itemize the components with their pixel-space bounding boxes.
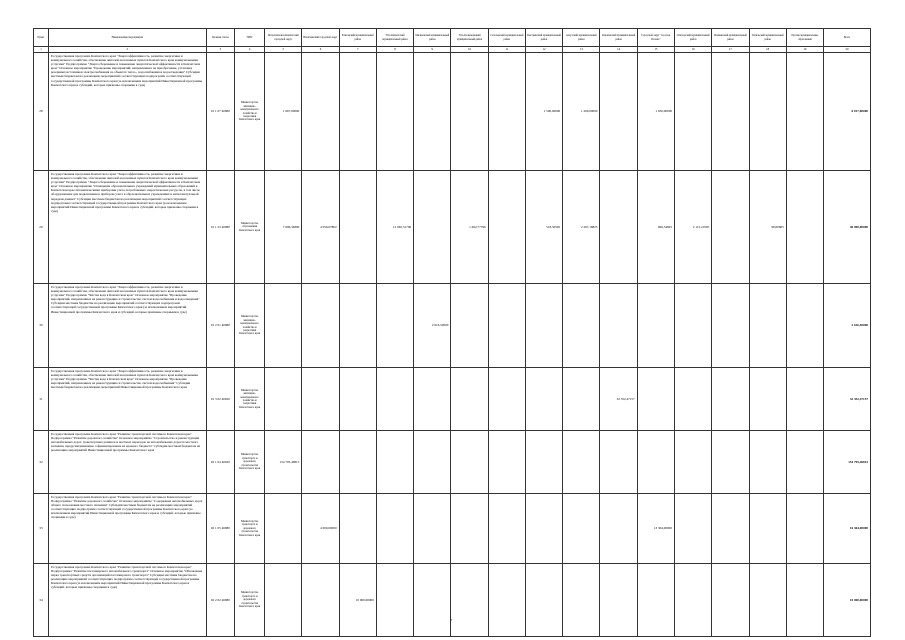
page-number: 7 bbox=[450, 618, 452, 623]
amount-cell bbox=[302, 564, 339, 637]
amount-cell bbox=[339, 431, 376, 494]
table-row bbox=[34, 53, 871, 171]
amount-cell bbox=[414, 368, 451, 431]
amount-cell bbox=[265, 368, 302, 431]
column-number: 13 bbox=[563, 47, 600, 53]
amount-cell bbox=[749, 53, 786, 171]
amount-cell bbox=[339, 368, 376, 431]
row-total: 10 000,00000 bbox=[824, 564, 871, 637]
column-header: Усть-Камчатский муниципальный район bbox=[376, 29, 413, 47]
amount-cell bbox=[712, 494, 749, 564]
row-target-code: 02 1 04 40020 bbox=[206, 431, 235, 494]
table-row bbox=[34, 494, 871, 564]
row-total: 32 352,47157 bbox=[824, 368, 871, 431]
column-number: 12 bbox=[525, 47, 562, 53]
amount-cell bbox=[786, 494, 823, 564]
column-header: Алеутский муниципальный район bbox=[563, 29, 600, 47]
amount-cell bbox=[600, 284, 637, 368]
amount-cell: 2 616,50000 bbox=[414, 284, 451, 368]
amount-cell: 12 965,31706 bbox=[376, 171, 413, 284]
row-description: Государственная программа Камчатского края "Энергоэффективность, развитие энергетики и коммунального хозяйства, обеспечение жителей населенных пунктов Камчатского края коммунальными услугами" Подпрограмма "Чистая вода в Камчатском крае" Основное мероприятие "Проведение мероприятий, направленных на реконструкцию и строительство систем водоснабжения и водоотведения" Субсидии местным бюджетам на реализацию мероприятий соответствующих подпрограмм соответствующей государственной программы Камчатского края (за исключением мероприятий Инвестиционной программы Камчатского края и субсидий, которые признаны спорными в суде) bbox=[48, 284, 206, 368]
amount-cell bbox=[712, 431, 749, 494]
amount-cell bbox=[563, 564, 600, 637]
amount-cell bbox=[674, 494, 711, 564]
amount-cell bbox=[786, 368, 823, 431]
row-number: 33 bbox=[34, 494, 49, 564]
amount-cell bbox=[451, 368, 488, 431]
amount-cell bbox=[563, 431, 600, 494]
column-header: Вилючинский городской округ bbox=[302, 29, 339, 47]
amount-cell bbox=[674, 53, 711, 171]
amount-cell bbox=[600, 564, 637, 637]
table-row bbox=[34, 431, 871, 494]
row-description: Государственная программа Камчатского края "Развитие транспортной системы в Камчатском крае" Подпрограмма "Развитие пассажирского автомобильного транспорта" Основное мероприятие "Обновление парка транспортных средств организаций пассажирского транспорта" Субсидии местным бюджетам на реализацию мероприятий соответствующих подпрограмм соответствующей государственной программы Камчатского края (за исключением мероприятий Инвестиционной программы Камчатского края и субсидий, которые признаны спорными в суде) bbox=[48, 564, 206, 637]
row-description: Государственная программа Камчатского края "Развитие транспортной системы в Камчатском крае" Подпрограмма "Развитие дорожного хозяйства" Основное мероприятие "Содержание автомобильных дорог общего пользования местного значения" Субсидии местным бюджетам на реализацию мероприятий соответствующих подпрограмм соответствующей государственной программы Камчатского края (за исключением мероприятий Инвестиционной программы Камчатского края и субсидий, которые признаны спорными в суде) bbox=[48, 494, 206, 564]
row-description: Государственная программа Камчатского края "Энергоэффективность, развитие энергетики и коммунального хозяйства, обеспечение жителей населенных пунктов Камчатского края коммунальными услугами" Подпрограмма "Энергосбережение и повышение энергетической эффективности в Камчатском крае" Основное мероприятие "Оснащение образовательных учреждений муниципальных образований в Камчатском крае автоматическими приборами учета потребляемых энергетических ресурсов, в том числе оборудованием для подключения к приборам учета в образовательных учреждениях и интеллектуальной передачи данных" Субсидии местным бюджетам на реализацию мероприятий соответствующих подпрограмм соответствующей государственной программы Камчатского края (за исключением мероприятий Инвестиционной программы Камчатского края и субсидий, которые признаны спорными в суде) bbox=[48, 171, 206, 284]
amount-cell bbox=[451, 431, 488, 494]
amount-cell bbox=[786, 284, 823, 368]
column-header: Всего bbox=[824, 29, 871, 47]
amount-cell: 32 352,47157 bbox=[600, 368, 637, 431]
table-body bbox=[34, 53, 871, 637]
amount-cell bbox=[712, 53, 749, 171]
amount-cell bbox=[712, 368, 749, 431]
row-number: 31 bbox=[34, 368, 49, 431]
amount-cell bbox=[600, 171, 637, 284]
amount-cell bbox=[376, 284, 413, 368]
amount-cell bbox=[414, 171, 451, 284]
row-number: 34 bbox=[34, 564, 49, 637]
amount-cell bbox=[600, 53, 637, 171]
row-target-code: 01 1 07 40080 bbox=[206, 53, 235, 171]
amount-cell bbox=[339, 171, 376, 284]
amount-cell bbox=[451, 53, 488, 171]
amount-cell bbox=[525, 494, 562, 564]
amount-cell: 696,54695 bbox=[637, 171, 674, 284]
amount-cell bbox=[414, 53, 451, 171]
column-number: 17 bbox=[712, 47, 749, 53]
column-number: 14 bbox=[600, 47, 637, 53]
amount-cell bbox=[674, 368, 711, 431]
row-target-code: 02 2 02 40080 bbox=[206, 564, 235, 637]
row-number: 30 bbox=[34, 284, 49, 368]
table-row bbox=[34, 564, 871, 637]
table-row bbox=[34, 284, 871, 368]
row-grbs: Министерство жилищно-коммунального хозяйства и энергетики Камчатского края bbox=[235, 53, 265, 171]
amount-cell bbox=[749, 564, 786, 637]
column-header: Олюторский муниципальный район bbox=[674, 29, 711, 47]
column-number: 18 bbox=[749, 47, 786, 53]
amount-cell bbox=[600, 494, 637, 564]
amount-cell bbox=[563, 284, 600, 368]
amount-cell bbox=[600, 431, 637, 494]
amount-cell: 2 267,16823 bbox=[563, 171, 600, 284]
amount-cell: 7 696,34890 bbox=[265, 171, 302, 284]
amount-cell bbox=[563, 494, 600, 564]
amount-cell bbox=[488, 53, 525, 171]
column-header: Пункт bbox=[34, 29, 49, 47]
amount-cell bbox=[674, 431, 711, 494]
amount-cell bbox=[749, 494, 786, 564]
column-header: Городской округ "поселок Палана" bbox=[637, 29, 674, 47]
amount-cell bbox=[712, 284, 749, 368]
amount-cell bbox=[376, 53, 413, 171]
column-number: 2 bbox=[48, 47, 206, 53]
amount-cell bbox=[339, 494, 376, 564]
amount-cell bbox=[525, 564, 562, 637]
amount-cell bbox=[414, 564, 451, 637]
header-row bbox=[34, 29, 871, 47]
amount-cell bbox=[302, 284, 339, 368]
column-header: Елизовский муниципальный район bbox=[339, 29, 376, 47]
column-header: ГРБС bbox=[235, 29, 265, 47]
row-grbs: Министерство жилищно-коммунального хозяйства и энергетики Камчатского края bbox=[235, 284, 265, 368]
amount-cell bbox=[376, 431, 413, 494]
row-total: 40 000,00000 bbox=[824, 171, 871, 284]
amount-cell bbox=[302, 431, 339, 494]
amount-cell bbox=[637, 431, 674, 494]
row-total: 2 616,50000 bbox=[824, 284, 871, 368]
row-description: Государственная программа Камчатского края "Энергоэффективность, развитие энергетики и коммунального хозяйства, обеспечение жителей населенных пунктов Камчатского края коммунальными услугами" Подпрограмма "Энергосбережение и повышение энергетической эффективности в Камчатском крае" Основное мероприятие "Проведение мероприятий, направленных на приобретение, установку резервных источников электроснабжения на объектах тепло-, водоснабжения и водоотведения" Субсидии местным бюджетам на реализацию мероприятий соответствующих подпрограмм соответствующей государственной программы Камчатского края (за исключением мероприятий Инвестиционной программы Камчатского края и субсидий, которые признаны спорными в суде) bbox=[48, 53, 206, 171]
column-header: Петропавловск-Камчатский городской округ bbox=[265, 29, 302, 47]
amount-cell bbox=[712, 564, 749, 637]
amount-cell bbox=[712, 171, 749, 284]
column-header: Пенжинский муниципальный район bbox=[712, 29, 749, 47]
row-description: Государственная программа Камчатского края "Развитие транспортной системы в Камчатском крае" Подпрограмма "Развитие дорожного хозяйства" Основное мероприятие "Строительство и реконструкция автомобильных дорог, транспортных развязок и местных переездов на автомобильных дорогах местного значения, предусматривающее софинансирование из краевого бюджета" Субсидии местным бюджетам на реализацию мероприятий Инвестиционной программы Камчатского края bbox=[48, 431, 206, 494]
amount-cell bbox=[265, 564, 302, 637]
column-header: Соболевский муниципальный район bbox=[488, 29, 525, 47]
column-number: 1 bbox=[34, 47, 49, 53]
amount-cell: 10 000,00000 bbox=[339, 564, 376, 637]
row-grbs: Министерство образования Камчатского края bbox=[235, 171, 265, 284]
amount-cell bbox=[376, 494, 413, 564]
amount-cell bbox=[339, 284, 376, 368]
amount-cell bbox=[488, 284, 525, 368]
amount-cell bbox=[265, 494, 302, 564]
amount-cell bbox=[749, 368, 786, 431]
column-number: 4 bbox=[235, 47, 265, 53]
amount-cell bbox=[302, 53, 339, 171]
amount-cell bbox=[749, 431, 786, 494]
column-number: 16 bbox=[674, 47, 711, 53]
amount-cell bbox=[451, 494, 488, 564]
amount-cell bbox=[637, 284, 674, 368]
column-header: Мильковский муниципальный район bbox=[414, 29, 451, 47]
column-number: 5 bbox=[265, 47, 302, 53]
amount-cell: 4 056,07802 bbox=[302, 171, 339, 284]
column-number: 15 bbox=[637, 47, 674, 53]
amount-cell: 98,60865 bbox=[749, 171, 786, 284]
amount-cell bbox=[674, 564, 711, 637]
row-grbs: Министерство транспорта и дорожного строительства Камчатского края bbox=[235, 494, 265, 564]
row-grbs: Министерство транспорта и дорожного строительства Камчатского края bbox=[235, 431, 265, 494]
amount-cell bbox=[451, 564, 488, 637]
amount-cell bbox=[749, 284, 786, 368]
amount-cell bbox=[563, 368, 600, 431]
amount-cell: 13 364,00000 bbox=[637, 494, 674, 564]
amount-cell bbox=[488, 564, 525, 637]
row-target-code: 01 1 23 40080 bbox=[206, 171, 235, 284]
amount-cell: 1 692,77796 bbox=[451, 171, 488, 284]
document-sheet bbox=[33, 28, 871, 637]
row-target-code: 02 1 05 40080 bbox=[206, 494, 235, 564]
amount-cell bbox=[637, 368, 674, 431]
amount-cell bbox=[488, 431, 525, 494]
column-number: 20 bbox=[824, 47, 871, 53]
column-number: 7 bbox=[339, 47, 376, 53]
amount-cell: 1 200,00000 bbox=[563, 53, 600, 171]
amount-cell bbox=[488, 171, 525, 284]
column-header: Карагинский муниципальный район bbox=[600, 29, 637, 47]
column-number: 11 bbox=[488, 47, 525, 53]
column-number: 9 bbox=[414, 47, 451, 53]
amount-cell bbox=[265, 284, 302, 368]
column-header: Наименование мероприятия bbox=[48, 29, 206, 47]
column-number: 19 bbox=[786, 47, 823, 53]
amount-cell bbox=[488, 494, 525, 564]
column-header: Быстринский муниципальный район bbox=[525, 29, 562, 47]
amount-cell bbox=[488, 368, 525, 431]
row-number: 29 bbox=[34, 171, 49, 284]
row-target-code: 01 3 02 40020 bbox=[206, 368, 235, 431]
row-target-code: 01 2 01 40080 bbox=[206, 284, 235, 368]
row-grbs: Министерство жилищно-коммунального хозяйства и энергетики Камчатского края bbox=[235, 368, 265, 431]
row-total: 154 795,46815 bbox=[824, 431, 871, 494]
amount-cell bbox=[786, 564, 823, 637]
amount-cell: 154 795,46815 bbox=[265, 431, 302, 494]
amount-cell bbox=[414, 494, 451, 564]
row-description: Государственная программа Камчатского края "Энергоэффективность, развитие энергетики и коммунального хозяйства, обеспечение жителей населенных пунктов Камчатского края коммунальными услугами" Подпрограмма "Чистая вода в Камчатском крае" Основное мероприятие "Проведение мероприятий, направленных на реконструкцию и строительство систем водоснабжения" Субсидии местным бюджетам на реализацию мероприятий Инвестиционной программы Камчатского края bbox=[48, 368, 206, 431]
amount-cell: 1 650,00000 bbox=[637, 53, 674, 171]
row-number: 28 bbox=[34, 53, 49, 171]
column-header: Тигильский муниципальный район bbox=[749, 29, 786, 47]
amount-cell bbox=[786, 431, 823, 494]
subsidy-table bbox=[33, 28, 871, 637]
column-header: Целевая статья bbox=[206, 29, 235, 47]
amount-cell bbox=[376, 564, 413, 637]
amount-cell: 518,50565 bbox=[525, 171, 562, 284]
row-total: 6 017,00000 bbox=[824, 53, 871, 171]
amount-cell bbox=[637, 564, 674, 637]
table-row bbox=[34, 171, 871, 284]
column-number: 3 bbox=[206, 47, 235, 53]
row-number: 32 bbox=[34, 431, 49, 494]
column-number: 6 bbox=[302, 47, 339, 53]
amount-cell bbox=[786, 53, 823, 171]
amount-cell: 2 115,21995 bbox=[674, 171, 711, 284]
amount-cell bbox=[525, 284, 562, 368]
table-row bbox=[34, 368, 871, 431]
amount-cell bbox=[302, 368, 339, 431]
amount-cell bbox=[525, 368, 562, 431]
amount-cell: 1 500,00000 bbox=[525, 53, 562, 171]
row-total: 16 364,00000 bbox=[824, 494, 871, 564]
amount-cell bbox=[674, 284, 711, 368]
column-header: Усть-Большерецкий муниципальный район bbox=[451, 29, 488, 47]
amount-cell bbox=[786, 171, 823, 284]
amount-cell bbox=[339, 53, 376, 171]
amount-cell bbox=[525, 431, 562, 494]
column-number: 10 bbox=[451, 47, 488, 53]
amount-cell: 1 667,00000 bbox=[265, 53, 302, 171]
row-grbs: Министерство транспорта и дорожного строительства Камчатского края bbox=[235, 564, 265, 637]
amount-cell bbox=[414, 431, 451, 494]
amount-cell bbox=[376, 368, 413, 431]
column-header: Прочие муниципальные образования bbox=[786, 29, 823, 47]
amount-cell: 4 000,00000 bbox=[302, 494, 339, 564]
amount-cell bbox=[451, 284, 488, 368]
column-number: 8 bbox=[376, 47, 413, 53]
